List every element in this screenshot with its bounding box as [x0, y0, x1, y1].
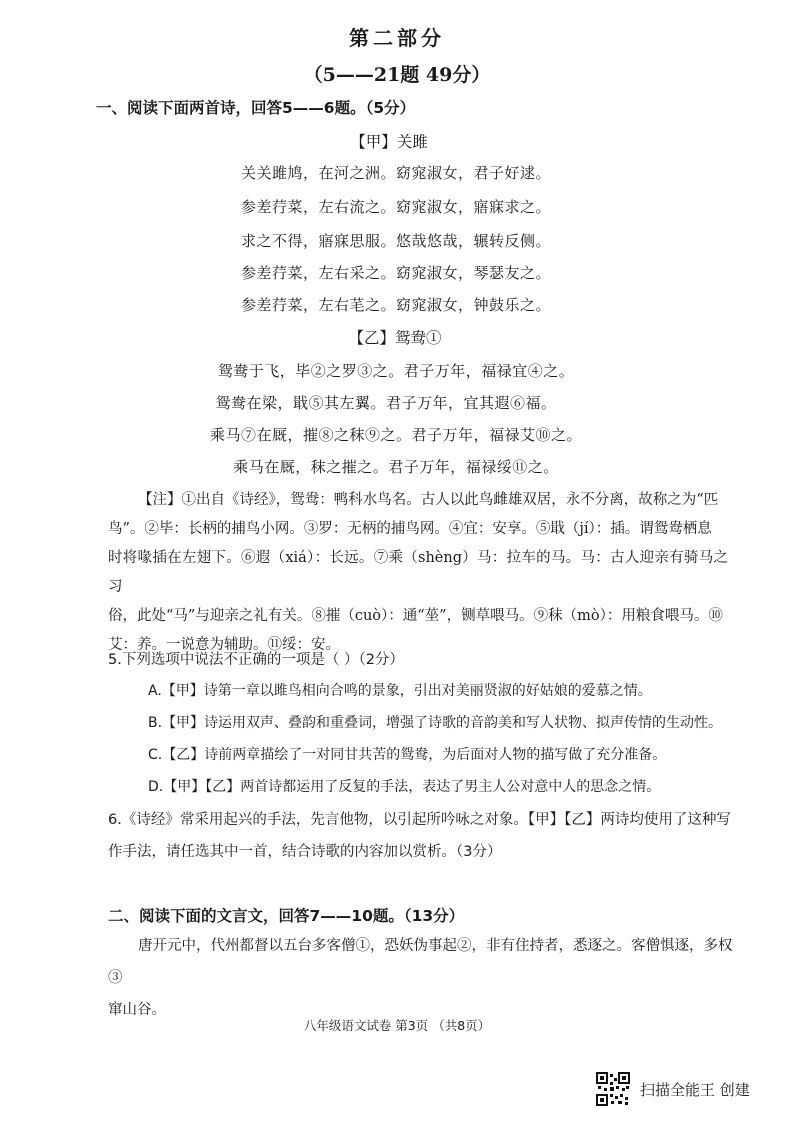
scanner-watermark: [596, 1072, 750, 1106]
note-line: 俗，此处“马”与迎亲之礼有关。⑧摧（cuò）：通“莝”，铡草喂马。⑨秣（mò）：用粮食喂马。⑩: [108, 608, 723, 624]
poem-jia-line: 参差荇菜，左右采之。窈窕淑女，琴瑟友之。: [240, 264, 551, 282]
passage-line: 窜山谷。: [108, 1002, 166, 1018]
poem-yi-line: 乘马在厩，秣之摧之。君子万年，福禄绥⑪之。: [233, 458, 559, 476]
question-6-line: 作手法，请任选其中一首，结合诗歌的内容加以赏析。（3分）: [108, 844, 502, 860]
passage-line: 唐开元中，代州都督以五台多客僧①，恐妖伪事起②，非有住持者，悉逐之。客僧惧逐，多权③: [108, 938, 733, 986]
question-5-option-d: D.【甲】【乙】两首诗都运用了反复的手法，表达了男主人公对意中人的思念之情。: [148, 779, 661, 795]
classical-passage: [108, 930, 738, 1026]
section1-heading: 一、阅读下面两首诗，回答5——6题。（5分）: [96, 99, 416, 117]
note-line: 【注】①出自《诗经》，鸳鸯：鸭科水鸟名。古人以此鸟雌雄双居，永不分离，故称之为“匹: [138, 492, 719, 508]
scanner-watermark-text: 扫描全能王 创建: [640, 1080, 750, 1099]
poem-notes: [108, 486, 728, 660]
poem-jia-line: 参差荇菜，左右流之。窈窕淑女，寤寐求之。: [240, 198, 551, 216]
qr-code-icon: [596, 1072, 630, 1106]
section2-heading: 二、阅读下面的文言文，回答7——10题。（13分）: [108, 907, 465, 925]
poem-jia-title: 【甲】关雎: [350, 133, 428, 151]
poem-jia-line: 参差荇菜，左右芼之。窈窕淑女，钟鼓乐之。: [240, 296, 551, 314]
poem-yi-line: 乘马⑦在厩，摧⑧之秣⑨之。君子万年，福禄艾⑩之。: [209, 426, 582, 444]
note-line: 鸟”。②毕：长柄的捕鸟小网。③罗：无柄的捕鸟网。④宜：安享。⑤戢（jí）：插。谓鸳鸯栖息: [108, 521, 712, 537]
question-6-line: 6.《诗经》常采用起兴的手法，先言他物，以引起所吟咏之对象。【甲】【乙】两诗均使用了这种写: [108, 812, 731, 828]
question-5-option-a: A.【甲】诗第一章以雎鸟相向合鸣的景象，引出对美丽贤淑的好姑娘的爱慕之情。: [148, 683, 652, 699]
page-footer: 八年级语文试卷 第3页 （共8页）: [303, 1018, 491, 1033]
poem-jia-line: 关关雎鸠，在河之洲。窈窕淑女，君子好逑。: [240, 164, 551, 182]
poem-yi-title: 【乙】鸳鸯①: [348, 329, 442, 347]
part-title: 第二部分: [349, 26, 445, 50]
question-5-option-b: B.【甲】诗运用双声、叠韵和重叠词，增强了诗歌的音韵美和写人状物、拟声传情的生动性。: [148, 715, 723, 731]
poem-jia-line: 求之不得，寤寐思服。悠哉悠哉，辗转反侧。: [240, 232, 551, 250]
note-line: 艾：养。一说意为辅助。⑪绥：安。: [108, 637, 340, 653]
question-5-stem: 5.下列选项中说法不正确的一项是（ ）（2分）: [108, 652, 404, 668]
question-5-option-c: C.【乙】诗前两章描绘了一对同甘共苦的鸳鸯，为后面对人物的描写做了充分准备。: [148, 747, 667, 763]
poem-yi-line: 鸳鸯在梁，戢⑤其左翼。君子万年，宜其遐⑥福。: [215, 394, 557, 412]
poem-yi-line: 鸳鸯于飞，毕②之罗③之。君子万年，福禄宜④之。: [217, 362, 575, 380]
note-line: 时将喙插在左翅下。⑥遐（xiá）：长远。⑦乘（shèng）马：拉车的马。马：古人迎亲有骑马之习: [108, 550, 728, 595]
part-range: （5——21题 49分）: [303, 64, 491, 86]
